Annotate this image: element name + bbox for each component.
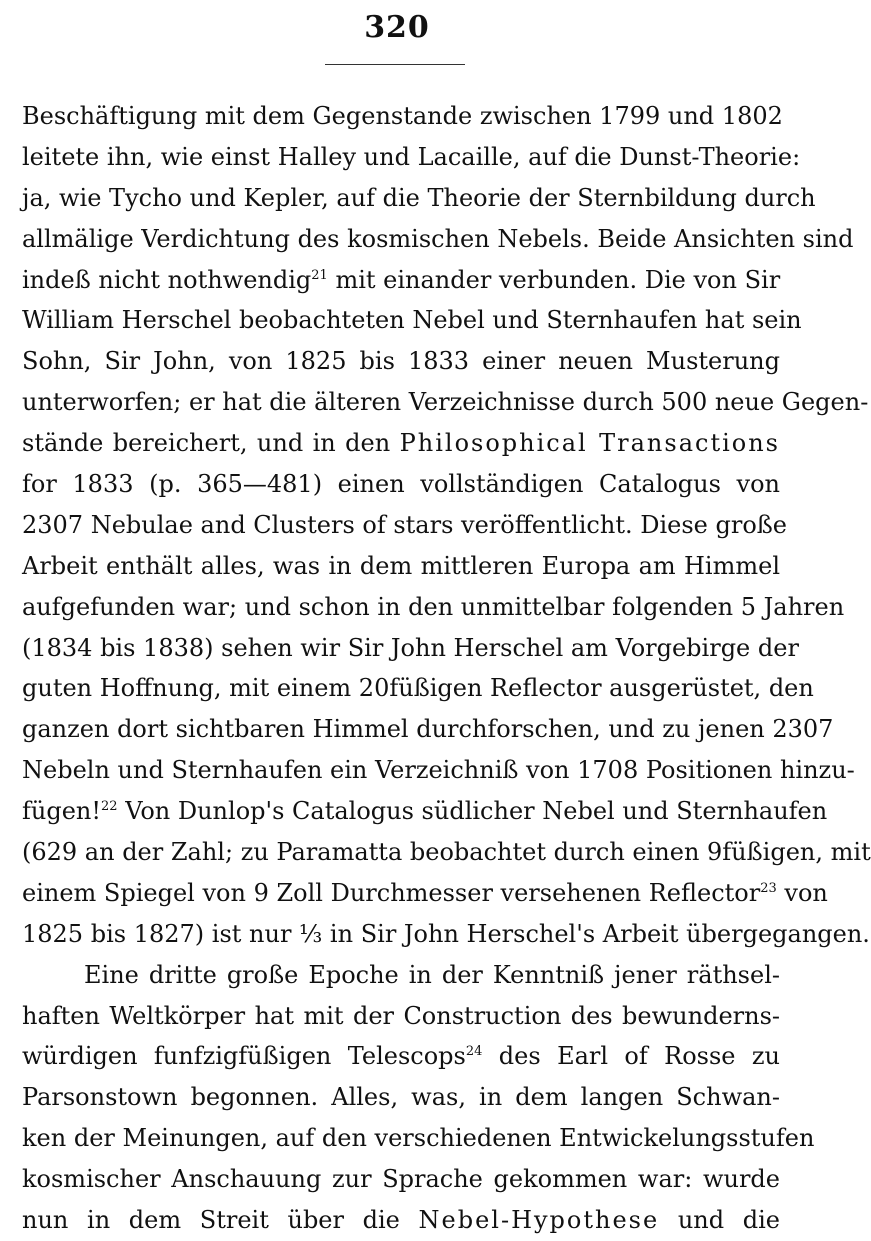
line-text: fügen! xyxy=(22,797,102,826)
line-text: mit einander verbunden. Die von Sir xyxy=(327,265,781,294)
text-line xyxy=(22,873,828,914)
text-line xyxy=(22,341,780,382)
text-line xyxy=(22,587,845,628)
line-text: (1834 bis 1838) sehen wir Sir John Herschel am Vorgebirge der xyxy=(22,633,799,662)
line-text: nun in dem Streit über die xyxy=(22,1206,419,1235)
text-line xyxy=(22,750,855,791)
line-text: for 1833 (p. 365—481) einen vollständigen Catalogus von xyxy=(22,470,780,499)
footnote-ref: 24 xyxy=(465,1044,483,1060)
text-line xyxy=(22,628,799,669)
footnote-ref: 22 xyxy=(101,799,118,815)
text-line xyxy=(22,1036,780,1077)
line-text: und die xyxy=(659,1206,781,1235)
line-text: allmälige Verdichtung des kosmischen Nebels. Beide Ansichten sind xyxy=(22,224,854,253)
text-line xyxy=(22,300,802,341)
text-line xyxy=(22,1159,780,1200)
line-text: einem Spiegel von 9 Zoll Durchmesser versehenen Reflector xyxy=(22,878,761,907)
line-text: kosmischer Anschauung zur Sprache gekommen war: wurde xyxy=(22,1165,780,1194)
line-text: ken der Meinungen, auf den verschiedenen Entwickelungsstufen xyxy=(22,1124,815,1153)
line-text: Sohn, Sir John, von 1825 bis 1833 einer neuen Musterung xyxy=(22,347,780,376)
line-text: indeß nicht nothwendig xyxy=(22,265,312,294)
text-line xyxy=(22,505,788,546)
text-line xyxy=(22,219,854,260)
page-number: 320 xyxy=(364,10,430,45)
text-line xyxy=(22,137,801,178)
text-line xyxy=(22,996,780,1037)
line-text: Nebeln und Sternhaufen ein Verzeichniß von 1708 Positionen hinzu- xyxy=(22,756,855,785)
text-line xyxy=(22,914,870,955)
text-line xyxy=(22,178,816,219)
line-text: Beschäftigung mit dem Gegenstande zwischen 1799 und 1802 xyxy=(22,102,783,130)
text-line xyxy=(22,546,780,587)
text-line xyxy=(22,709,834,750)
line-text: Arbeit enthält alles, was in dem mittleren Europa am Himmel xyxy=(22,551,780,580)
footnote-ref: 21 xyxy=(311,267,328,283)
spaced-term: Nebel-Hypothese xyxy=(418,1206,660,1235)
line-text: stände bereichert, und in den xyxy=(22,429,400,458)
line-text: unterworfen; er hat die älteren Verzeichnisse durch 500 neue Gegen- xyxy=(22,388,869,417)
text-line xyxy=(22,423,780,464)
text-line xyxy=(22,382,869,423)
line-text: William Herschel beobachteten Nebel und Sternhaufen hat sein xyxy=(22,306,802,335)
spaced-term: Philosophical Transactions xyxy=(399,429,780,458)
line-text: leitete ihn, wie einst Halley und Lacaille, auf die Dunst-Theorie: xyxy=(22,142,801,171)
text-line xyxy=(22,955,780,996)
text-line xyxy=(22,96,783,137)
line-text: 1825 bis 1827) ist nur ⅓ in Sir John Herschel's Arbeit übergegangen. xyxy=(22,919,870,948)
line-text: (629 an der Zahl; zu Paramatta beobachtet durch einen 9füßigen, mit xyxy=(22,838,871,867)
text-line xyxy=(22,1118,815,1159)
body-text xyxy=(22,96,871,1241)
text-line xyxy=(22,1200,780,1241)
line-text: Parsonstown begonnen. Alles, was, in dem langen Schwan- xyxy=(22,1083,780,1112)
line-text: Von Dunlop's Catalogus südlicher Nebel und Sternhaufen xyxy=(117,797,828,826)
line-text: des Earl of Rosse zu xyxy=(482,1042,780,1071)
line-text: von xyxy=(776,878,828,907)
header-rule xyxy=(325,64,465,65)
line-text: würdigen funfzigfüßigen Telescops xyxy=(22,1042,466,1071)
footnote-ref: 23 xyxy=(760,880,777,896)
text-line xyxy=(22,464,780,505)
line-text: ganzen dort sichtbaren Himmel durchforschen, und zu jenen 2307 xyxy=(22,715,834,744)
line-text: haften Weltkörper hat mit der Construction des bewunderns- xyxy=(22,1001,780,1030)
text-line xyxy=(22,832,871,873)
line-text: ja, wie Tycho und Kepler, auf die Theorie der Sternbildung durch xyxy=(22,183,816,212)
line-text: aufgefunden war; und schon in den unmittelbar folgenden 5 Jahren xyxy=(22,592,845,621)
text-line xyxy=(22,668,814,709)
line-text: guten Hoffnung, mit einem 20füßigen Reflector ausgerüstet, den xyxy=(22,674,814,703)
line-text: Eine dritte große Epoche in der Kenntniß jener räthsel- xyxy=(84,960,780,989)
line-text: 2307 Nebulae and Clusters of stars veröffentlicht. Diese große xyxy=(22,510,788,539)
text-line xyxy=(22,260,780,301)
text-line xyxy=(22,791,828,832)
text-line xyxy=(22,1077,780,1118)
